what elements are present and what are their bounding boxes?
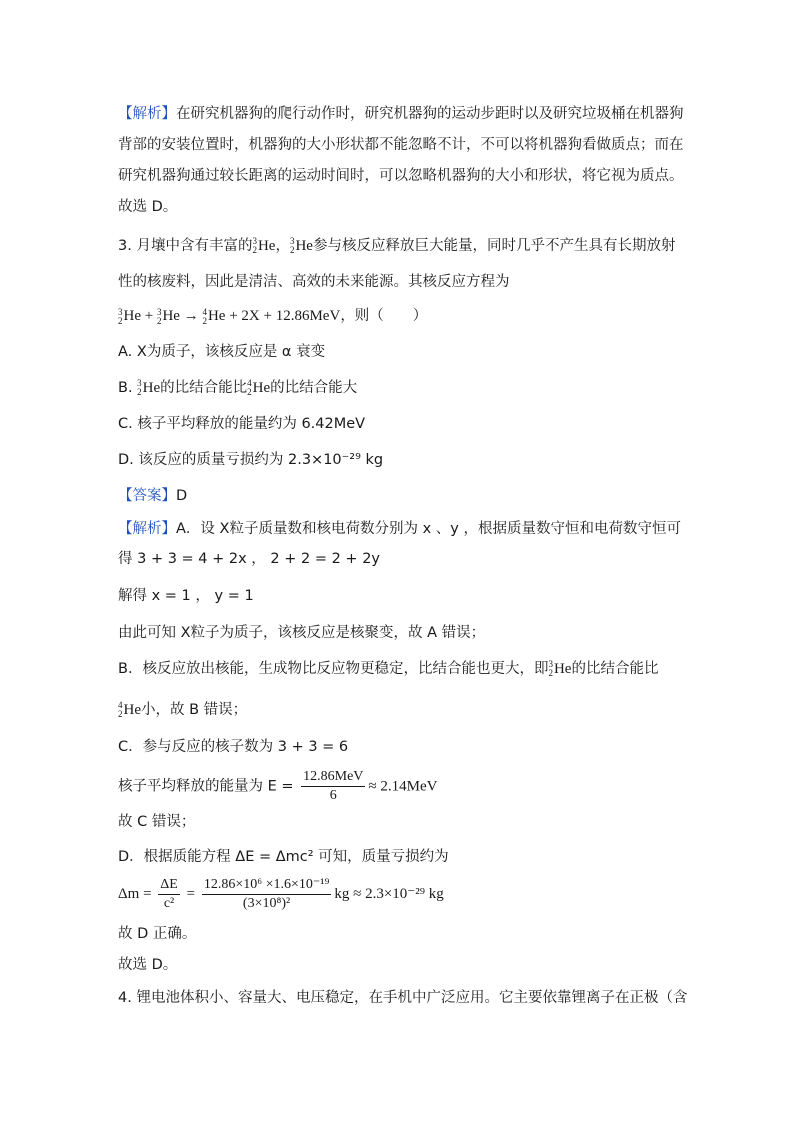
option-b-he3: He (142, 380, 161, 396)
c2-den: c² (163, 896, 175, 911)
analysis-tag: 【解析】 (118, 106, 176, 122)
option-b-he4: He (252, 380, 271, 396)
eq-tail: ，则（ ） (340, 308, 428, 324)
analysis-b-text-a: B．核反应放出核能，生成物比反应物更稳定，比结合能也更大，即 (118, 661, 549, 677)
eq-he3-a-sc: 3 2 (118, 306, 123, 326)
q3-conclusion: 故选 D。 (118, 957, 178, 973)
delta-e-over-c2 (158, 876, 180, 913)
energy-denominator: 6 (329, 788, 337, 803)
analysis-b-line-1 (118, 659, 658, 679)
analysis-b-he3-sc: 3 2 (548, 659, 553, 678)
analysis-line-2: 背部的安装位置时，机器狗的大小形状都不能忽略不计，不可以将机器狗看做质点；而在 (118, 137, 684, 153)
analysis-a-line-2: 得 3 + 3 = 4 + 2x ， 2 + 2 = 2 + 2y (118, 551, 380, 567)
answer-line (118, 486, 187, 506)
option-a: A. X为质子，该核反应是 α 衰变 (118, 344, 326, 360)
mass-defect-result: kg ≈ 2.3×10⁻²⁹ kg (334, 885, 444, 902)
option-b-text: 的比结合能比 (160, 380, 248, 396)
mass-defect-numerator: 12.86×10⁶ ×1.6×10⁻¹⁹ (202, 876, 332, 895)
analysis-b-text-c: 小，故 B 错误； (141, 702, 248, 718)
nuclide-he3-mass-charge: 3 2 (252, 236, 257, 255)
analysis-c-rhs: ≈ 2.14MeV (368, 778, 438, 795)
analysis-line-1 (118, 104, 684, 124)
q3-stem-text-a: 3. 月壤中含有丰富的 (118, 238, 253, 254)
analysis-b-line-2 (118, 700, 247, 720)
reaction-equation: 3 2 He + 3 2 He → 4 2 He + 2X + 12.86MeV，则（ ） (118, 306, 428, 326)
analysis-c-lhs: 核子平均释放的能量为 E = (118, 778, 299, 795)
analysis-b-he4: He (123, 702, 141, 718)
analysis-tag-q3: 【解析】 (118, 521, 176, 537)
option-b (118, 378, 357, 398)
analysis-b-text-b: 的比结合能比 (571, 661, 659, 677)
analysis-d-line-2 (118, 876, 444, 913)
analysis-d-line-3: 故 D 正确。 (118, 926, 197, 942)
analysis-text: 在研究机器狗的爬行动作时，研究机器狗的运动步距时以及研究垃圾桶在机器狗 (176, 106, 684, 122)
answer-value: D (176, 488, 188, 504)
mass-defect-fraction (202, 876, 332, 913)
conclusion-line: 故选 D。 (118, 199, 178, 215)
analysis-c-line-2 (118, 768, 437, 805)
analysis-a-line-1 (118, 519, 681, 539)
option-b-he3-sc: 3 2 (137, 378, 142, 397)
analysis-c-line-3: 故 C 错误； (118, 814, 196, 830)
eq-he4: He (207, 308, 226, 324)
eq-products: + 2X + 12.86MeV (225, 308, 341, 324)
energy-numerator: 12.86MeV (301, 768, 365, 787)
analysis-b-he4-sc: 4 2 (118, 700, 123, 719)
analysis-a-line-4: 由此可知 X粒子为质子，该核反应是核聚变，故 A 错误； (118, 625, 486, 641)
q4-stem-line-1: 4. 锂电池体积小、容量大、电压稳定，在手机中广泛应用。它主要依靠锂离子在正极（含 (118, 990, 688, 1006)
eq-he3-a: He (123, 308, 141, 324)
analysis-line-3: 研究机器狗通过较长距离的运动时间时，可以忽略机器狗的大小和形状，将它视为质点。 (118, 168, 684, 184)
q3-stem-line-1 (118, 236, 675, 256)
delta-m-lhs: Δm = (118, 885, 156, 902)
q3-stem-text-b: ， (275, 238, 290, 254)
option-b-he4-sc: 4 2 (247, 378, 252, 397)
eq-he3-b-sc: 3 2 (156, 306, 162, 326)
analysis-c-line-1: C．参与反应的核子数为 3 + 3 = 6 (118, 739, 349, 755)
delta-e-num: ΔE (158, 876, 180, 895)
option-b-tail: 的比结合能大 (270, 380, 358, 396)
nuclide-he3-symbol: He (257, 238, 276, 254)
analysis-d-line-1: D．根据质能方程 ΔE = Δmc² 可知，质量亏损约为 (118, 849, 449, 865)
option-b-label: B. (118, 380, 138, 396)
eq-he4-sc: 4 2 (202, 306, 207, 326)
mass-defect-denominator: (3×10⁸)² (242, 896, 291, 911)
q3-stem-text-c: 参与核反应释放巨大能量，同时几乎不产生具有长期放射 (312, 238, 676, 254)
nuclide-he3-mass-charge-2: 3 2 (289, 236, 295, 255)
option-c: C. 核子平均释放的能量约为 6.42MeV (118, 416, 366, 432)
analysis-a-text: A．设 X粒子质量数和核电荷数分别为 x 、y ，根据质量数守恒和电荷数守恒可 (176, 521, 681, 537)
energy-fraction (301, 768, 365, 805)
eq-he3-b: He (162, 308, 180, 324)
analysis-a-line-3: 解得 x = 1 ， y = 1 (118, 588, 254, 604)
q3-stem-line-2: 性的核废料，因此是清洁、高效的未来能源。其核反应方程为 (118, 274, 510, 290)
equals-sign: = (182, 885, 199, 902)
analysis-b-he3: He (553, 661, 572, 677)
answer-tag: 【答案】 (118, 488, 176, 504)
option-d: D. 该反应的质量亏损约为 2.3×10⁻²⁹ kg (118, 452, 384, 468)
nuclide-he3-symbol-2: He (295, 238, 313, 254)
